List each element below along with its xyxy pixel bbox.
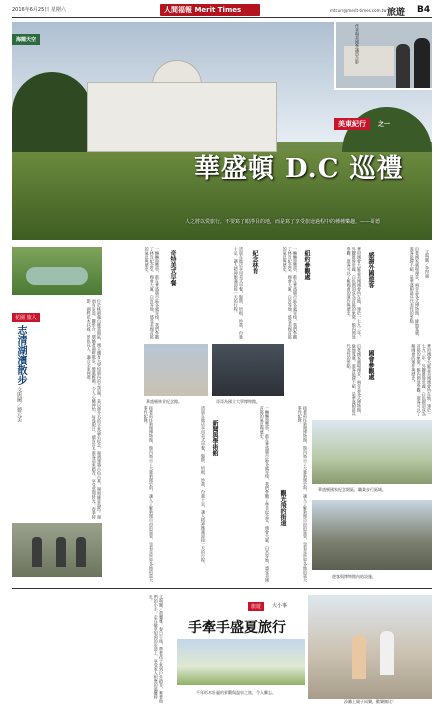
right-heading-2: 感謝外國遊客 — [367, 252, 374, 288]
right-heading-1: 紐約參觀處 — [303, 250, 310, 280]
field-photo — [177, 639, 305, 685]
statue-photo — [12, 523, 102, 577]
middle-heading-2: 紀念林肯 — [251, 250, 258, 274]
caption-visitors: 遊客與博物館內的設施。 — [332, 574, 376, 579]
series-label: 美東紀行 — [334, 118, 370, 130]
right-text-2: 沿著國家廣場漫步，兩旁是各式博物館，綠地寬廣，遊客絡繹不絕，是華盛頓最具代表性的景點。 — [409, 247, 420, 339]
left-column — [12, 247, 102, 587]
middle-heading-4: 觀光飛的街道 — [279, 490, 286, 526]
lincoln-memorial-photo — [144, 344, 208, 396]
left-label-text: 花園 — [15, 315, 26, 321]
left-article-text: 位於桃園龍山鄉貫園區，國立體育大學校園內的志清湖，是以蔣介石的字來諭名紀念。湖濱建築古色古香，湖面綠意盎然。湖面有步道、觀景台，環繞著湖畔散步，微風輕拂，令人心曠神怡。每逢假日，總有許多遊客前來踏青，享受悠閒時光。春季時節，湖畔花木扶疏，景色宜人，適合全家同遊。 — [86, 299, 102, 519]
visitors-photo — [312, 500, 432, 570]
caption-memorial: 華盛頓國家紀念園區，職業步行區域。 — [318, 487, 386, 492]
statue-figure-1 — [32, 537, 42, 567]
middle-text-2b: 一輛輛遊覽車，都在華盛頓市區各處穿梭，我們參觀了林肯紀念堂、國會大廈、白宮等地，感受美國首都的氣息與歷史。 — [282, 247, 298, 339]
issue-date: 2016年6月25日 星期六 — [12, 7, 66, 13]
section-name: 旅遊 — [387, 8, 406, 18]
capitol-building — [87, 82, 277, 152]
middle-text-5: 一輛輛遊覽車，都在華盛頓市區各處穿梭，我們參觀了林肯紀念堂、國會大廈、白宮等地，感受美國首都的氣息與歷史。 — [259, 406, 270, 582]
memorial-park-photo — [312, 420, 432, 484]
bottom-article — [12, 588, 432, 708]
middle-text-6: 接著前往新聞博物館，館內展示了大量新聞史料，讓人了解新聞自由的重要，也看見世界各地的重大事件紀錄。 — [297, 406, 308, 582]
right-heading-3: 國會參觀處 — [367, 350, 374, 380]
middle-text-2: 清晨在飯店享用美式早餐，鬆餅、培根、炒蛋，份量十足，讓人精神飽滿迎接一天的行程。 — [233, 247, 244, 339]
series-number: 之一 — [378, 121, 391, 128]
inset-person-2 — [414, 38, 430, 88]
middle-heading-1: 奇特美式早餐 — [169, 250, 176, 286]
inset-person-1 — [396, 44, 410, 88]
left-title: 志清湖濱散步 — [15, 325, 26, 385]
newspaper-logo — [160, 4, 260, 16]
middle-text-3: 接著前往新聞博物館，館內展示了大量新聞史料，讓人了解新聞自由的重要，也看見世界各地的重大事件紀錄。 — [143, 406, 154, 582]
bottom-article-text: 文與圖／黃馨雅。春日午後，帶著孩子來到戶外踏青，牽著他們的小手，走在綠草如茵的步道上，享受家人相聚的溫馨時光。 — [148, 595, 164, 703]
museum-photo — [212, 344, 284, 396]
caption-beach: 沙灘上親子同樂，歡樂無比！ — [344, 699, 396, 704]
hero-photo — [12, 22, 432, 240]
column-tag: 海闊天空 — [12, 34, 40, 45]
contact-url: mtcurr@merit-times.com.tw — [330, 8, 387, 13]
caption-field: 千年杉木壯麗的景觀與溫泉之旅，令人難忘。 — [196, 690, 276, 695]
left-label — [12, 313, 40, 322]
lake-water — [26, 267, 88, 285]
bottom-label-2: 大小事 — [272, 603, 288, 609]
right-author: 文與圖／李得湖 — [425, 250, 430, 278]
bottom-label: 旅遊 — [248, 602, 264, 611]
left-label-text2: 旅人 — [26, 315, 37, 321]
inset-photo — [334, 22, 432, 90]
page-header — [12, 4, 432, 18]
bottom-title: 手牽手盛夏旅行 — [188, 620, 286, 636]
middle-heading-3: 新聞與學術館 — [211, 420, 218, 456]
inset-caption: 作者與美國參議員合影 — [355, 24, 360, 64]
statue-figure-3 — [76, 537, 86, 567]
statue-figure-2 — [56, 537, 66, 567]
headline-quote: 人之將以愛旅行，不要寫了眼淨目的地，而是寫了享受旅途過程中的種種樂趣。——哥德 — [185, 219, 381, 225]
right-text-4: 華府國會大廈是美國國會所在地，建於一七九三年，外觀雄偉壯麗，白色圓頂成為首都的象徵。館內開放參觀，遊客可以了解國會的運作與歷史。 — [411, 344, 432, 416]
child-figure-2 — [380, 631, 394, 675]
child-figure-1 — [352, 635, 366, 679]
logo-cn: 人間福報 — [164, 6, 192, 14]
beach-photo — [308, 595, 432, 699]
caption-museum: 哥哥為國立大學博物館。 — [216, 399, 260, 404]
middle-text-4: 清晨在飯店享用美式早餐，鬆餅、培根、炒蛋，份量十足，讓人精神飽滿迎接一天的行程。 — [201, 406, 206, 566]
right-text-3: 沿著國家廣場漫步，兩旁是各式博物館，綠地寬廣，遊客絡繹不絕，是華盛頓最具代表性的景點。 — [346, 344, 362, 416]
headline: 華盛頓 D.C 巡禮 — [194, 154, 404, 184]
left-author: 文與圖／德元美 — [16, 387, 22, 422]
right-text-1: 華府國會大廈是美國國會所在地，建於一七九三年，外觀雄偉壯麗，白色圓頂成為首都的象徵。館內開放參觀，遊客可以了解國會的運作與歷史。 — [346, 247, 362, 339]
caption-lincoln: 華盛頓林肯紀念館。 — [146, 399, 182, 404]
page-number: B4 — [417, 5, 431, 15]
middle-text-1: 一輛輛遊覽車，都在華盛頓市區各處穿梭，我們參觀了林肯紀念堂、國會大廈、白宮等地，感受美國首都的氣息與歷史。 — [144, 247, 160, 339]
lake-photo — [12, 247, 102, 295]
logo-en: Merit Times — [194, 6, 242, 14]
